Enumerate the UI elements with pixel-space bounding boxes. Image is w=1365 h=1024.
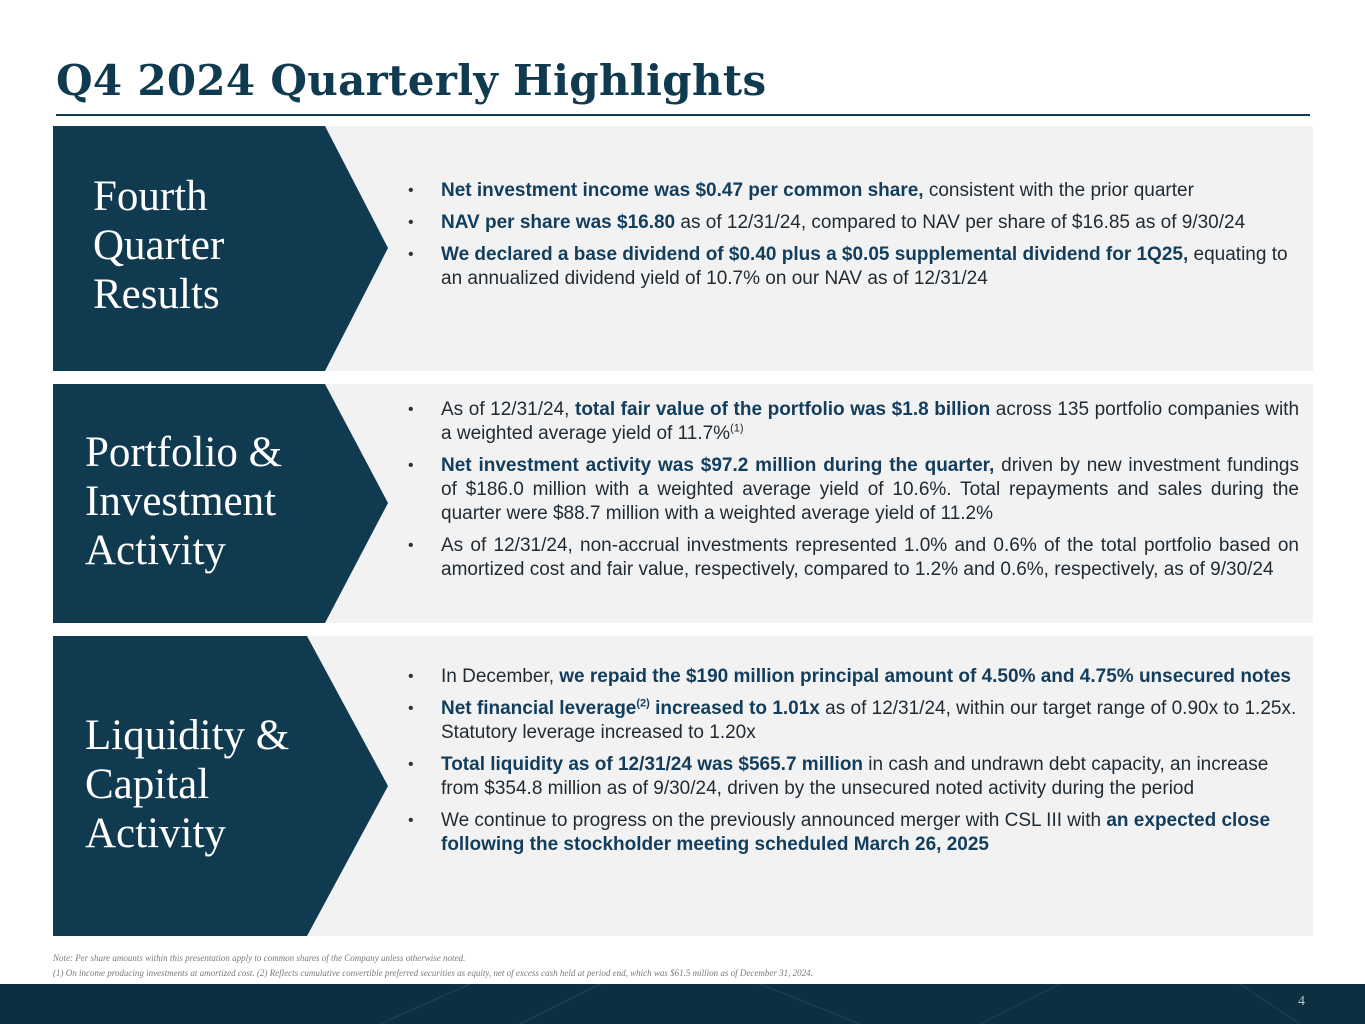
footer-decoration <box>0 984 1365 1024</box>
bullet-text: an expected close following the stockholder meeting scheduled March 26, 2025 <box>441 810 1271 855</box>
section-heading: Liquidity & Capital Activity <box>85 712 290 857</box>
bullet-item <box>441 665 1299 689</box>
bullet-text: increased to 1.01x <box>649 698 820 719</box>
bullet-text: Total liquidity as of 12/31/24 was $565.7 million <box>441 754 864 775</box>
bullet-item <box>441 243 1299 291</box>
bullet-text: driven by new investment fundings of $186.0 million with a weighted average yield of 10.6%. Total repayments and sales during the quarter were $88.7 million with a weighted average yield of 11.2% <box>441 455 1299 524</box>
bullet-text: as of 12/31/24, compared to NAV per share of $16.85 as of 9/30/24 <box>675 212 1246 233</box>
bullet-text: in cash and undrawn debt capacity, an increase from $354.8 million as of 9/30/24, driven by the unsecured noted activity during the period <box>441 754 1269 799</box>
bullet-item <box>441 697 1299 745</box>
bullet-item <box>441 398 1299 446</box>
footnote-ref: (1) <box>730 422 744 435</box>
bullet-text: equating to an annualized dividend yield of 10.7% on our NAV as of 12/31/24 <box>441 244 1288 289</box>
bullet-text: Net investment activity was $97.2 million during the quarter, <box>441 455 995 476</box>
page-number: 4 <box>1298 994 1305 1009</box>
section-heading: Portfolio & Investment Activity <box>85 429 283 574</box>
panel-portfolio-investment-activity <box>53 384 1313 623</box>
footnotes <box>53 951 1313 981</box>
bullet-item <box>441 179 1299 203</box>
section-heading: Fourth Quarter Results <box>93 173 225 318</box>
bullet-text: We declared a base dividend of $0.40 plus a $0.05 supplemental dividend for 1Q25, <box>441 244 1189 265</box>
panel-liquidity-capital-activity <box>53 636 1313 936</box>
bullet-text: As of 12/31/24, <box>441 399 575 420</box>
footnote-references: (1) On income producing investments at amortized cost. (2) Reflects cumulative convertible preferred securities as equity, net of excess cash held at period end, which was $61.5 million as of December 31, 2024. <box>53 968 813 978</box>
panel-fourth-quarter-results <box>53 126 1313 371</box>
bullet-text: across 135 portfolio companies with a weighted average yield of 11.7% <box>441 399 1300 444</box>
bullet-list <box>441 665 1299 865</box>
bullet-text: In December, <box>441 666 560 687</box>
bullet-item <box>441 211 1299 235</box>
bullet-item <box>441 809 1299 857</box>
bullet-item <box>441 753 1299 801</box>
bullet-text: We continue to progress on the previously announced merger with CSL III with <box>441 810 1107 831</box>
bullet-list <box>441 179 1299 299</box>
bullet-item <box>441 454 1299 526</box>
title-divider <box>56 114 1310 116</box>
page-title: Q4 2024 Quarterly Highlights <box>56 56 767 105</box>
bullet-text: NAV per share was $16.80 <box>441 212 676 233</box>
footnote-ref: (2) <box>636 697 650 710</box>
bullet-list <box>441 398 1299 590</box>
bullet-text: we repaid the $190 million principal amount of 4.50% and 4.75% unsecured notes <box>559 666 1291 687</box>
bullet-text: As of 12/31/24, non-accrual investments represented 1.0% and 0.6% of the total portfolio based on amortized cost and fair value, respectively, compared to 1.2% and 0.6%, respectively, as of 9/30/24 <box>441 535 1299 580</box>
bullet-text: Net financial leverage <box>441 698 637 719</box>
bullet-item <box>441 534 1299 582</box>
bullet-text: as of 12/31/24, within our target range of 0.90x to 1.25x. Statutory leverage increased to 1.20x <box>441 698 1297 743</box>
footnote-note: Note: Per share amounts within this presentation apply to common shares of the Company unless otherwise noted. <box>53 953 466 963</box>
bullet-text: consistent with the prior quarter <box>923 180 1194 201</box>
bullet-text: total fair value of the portfolio was $1.8 billion <box>575 399 991 420</box>
bullet-text: Net investment income was $0.47 per common share, <box>441 180 924 201</box>
footer-bar <box>0 984 1365 1024</box>
